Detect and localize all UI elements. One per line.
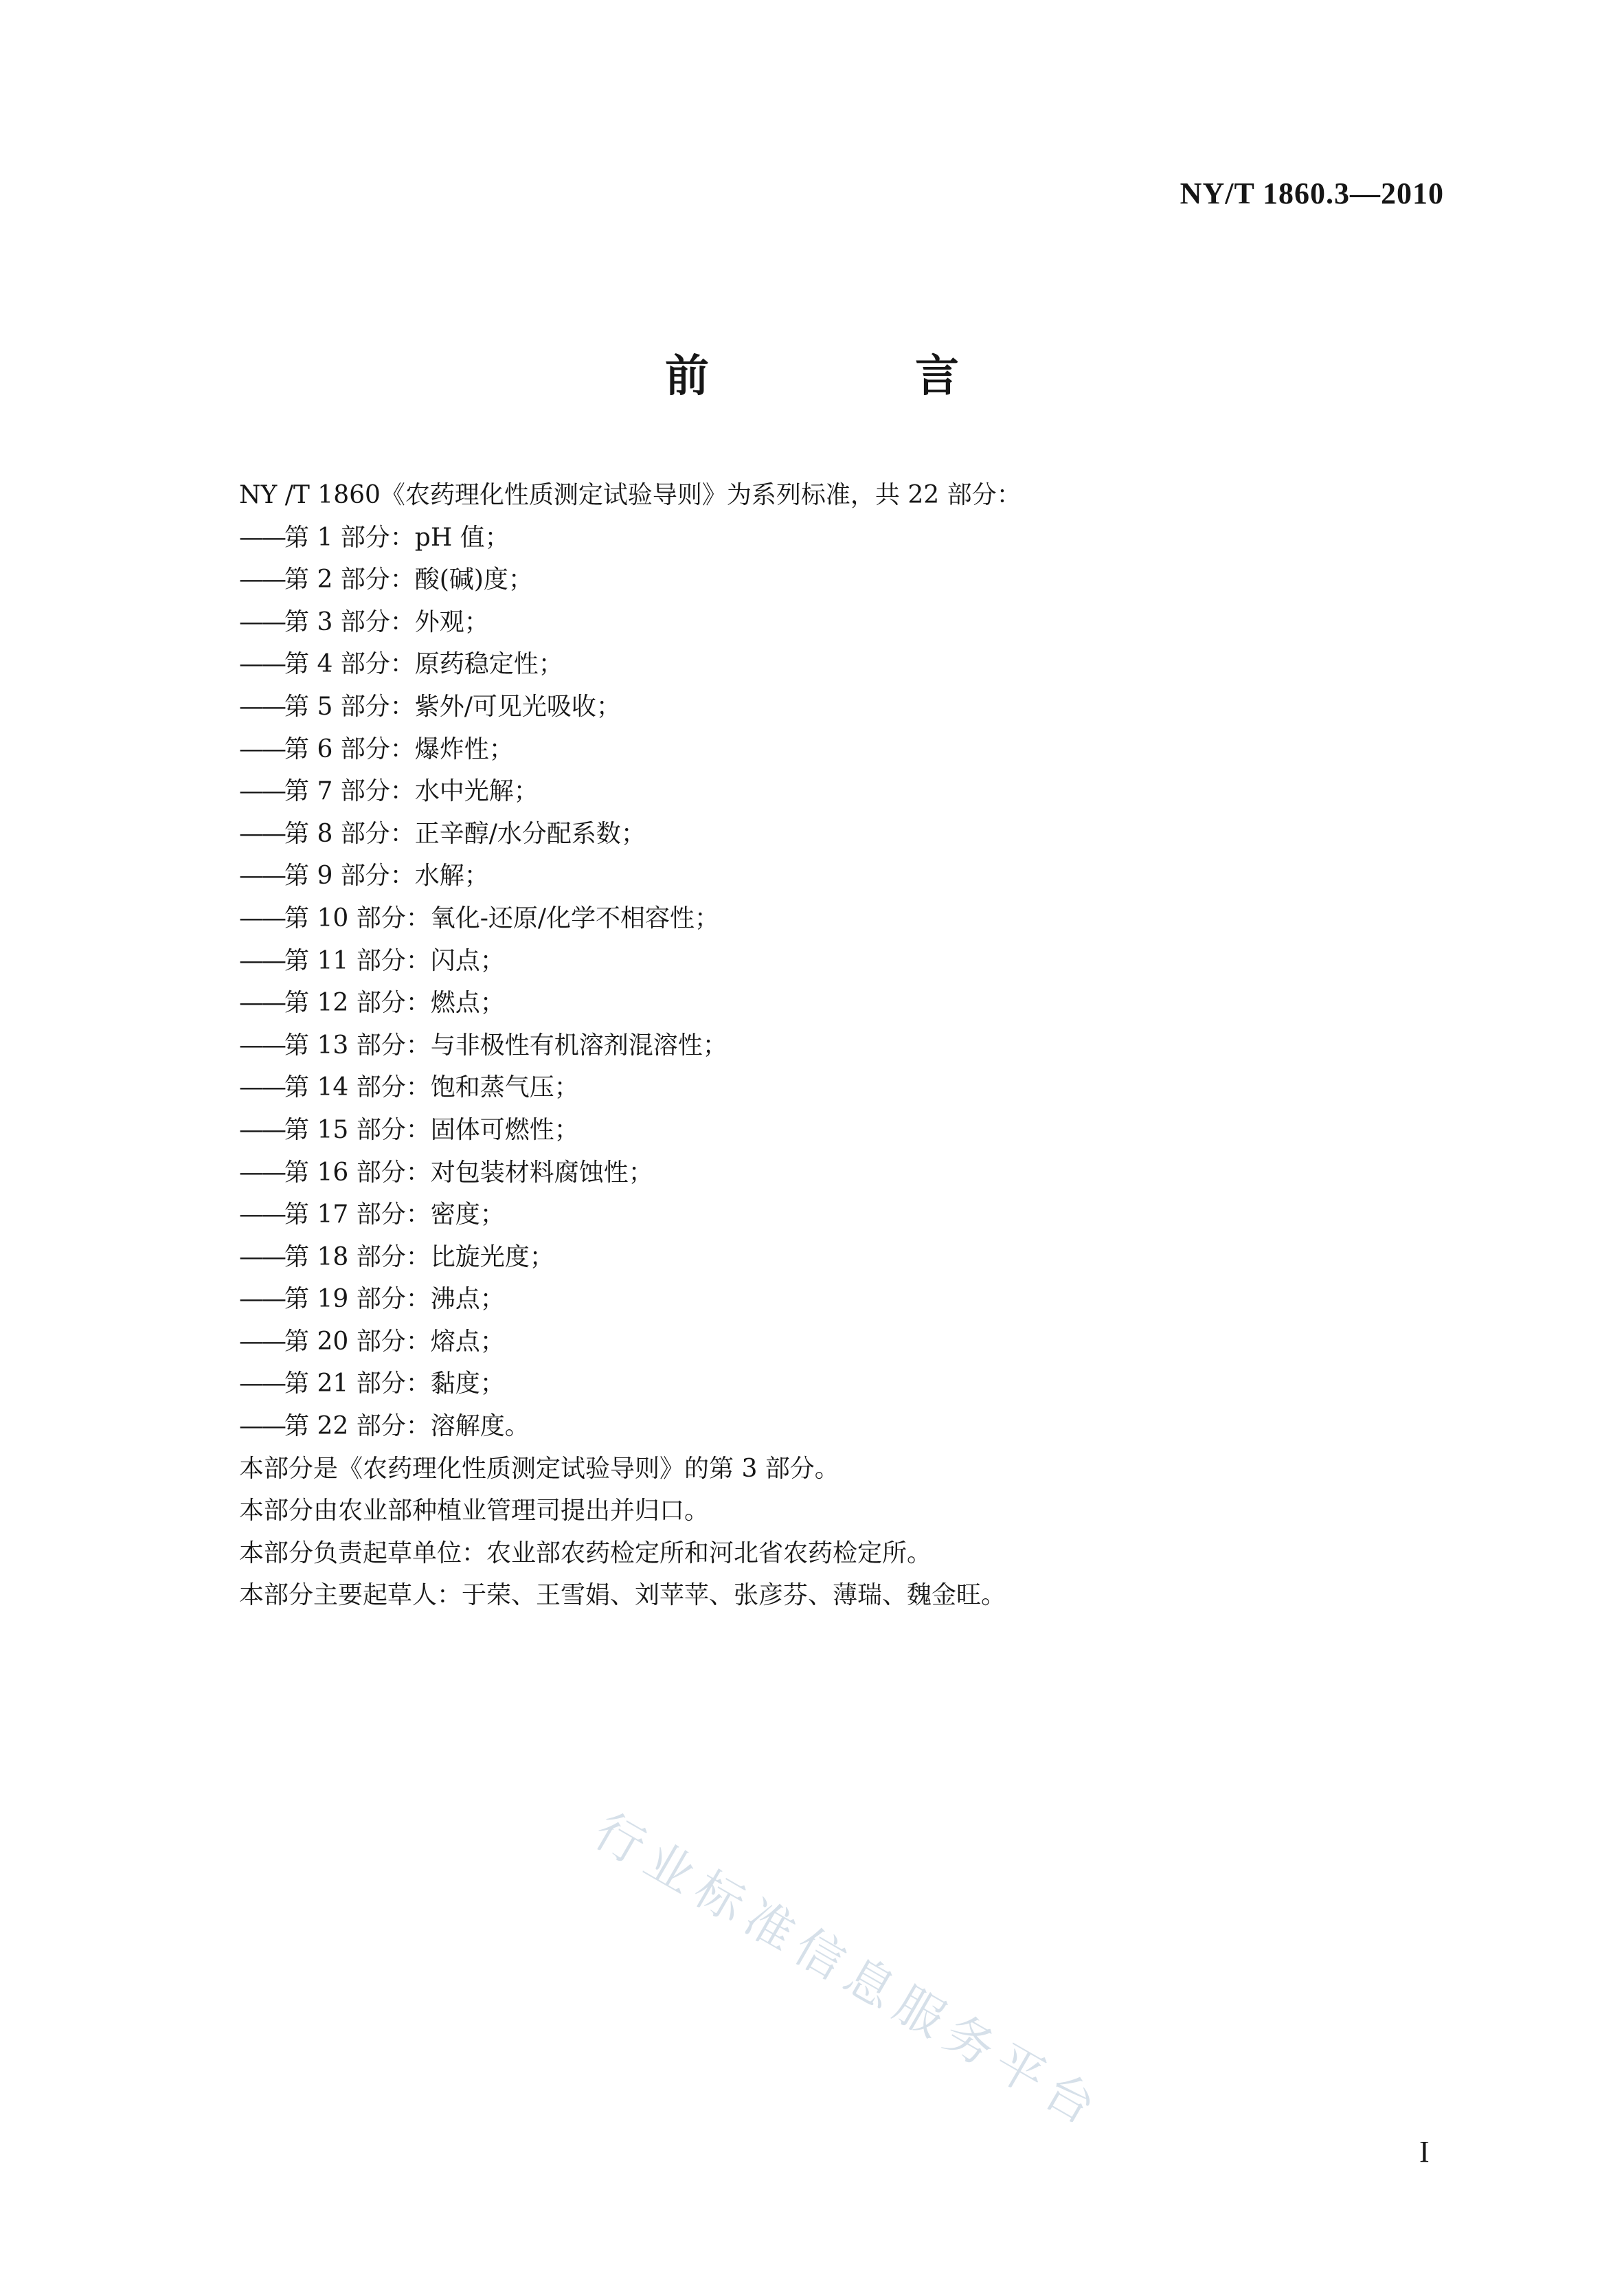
statement-paragraph: 本部分由农业部种植业管理司提出并归口。 bbox=[239, 1497, 710, 1525]
list-item-text: 第 15 部分：固体可燃性； bbox=[284, 1115, 579, 1144]
page-number: I bbox=[1419, 2135, 1430, 2169]
list-item-text: 第 13 部分：与非极性有机溶剂混溶性； bbox=[284, 1031, 728, 1060]
list-item bbox=[239, 686, 1489, 728]
list-item bbox=[239, 1363, 1489, 1405]
statement-paragraph: 本部分主要起草人：于荣、王雪娟、刘苹苹、张彦芬、薄瑞、魏金旺。 bbox=[239, 1581, 1006, 1610]
list-item bbox=[239, 770, 1489, 813]
list-dash: —— bbox=[239, 1200, 284, 1229]
list-dash: —— bbox=[239, 1115, 284, 1144]
list-item bbox=[239, 1236, 1489, 1279]
list-item-text: 第 19 部分：沸点； bbox=[284, 1285, 505, 1314]
list-item-text: 第 10 部分：氧化-还原/化学不相容性； bbox=[284, 904, 719, 932]
list-item-text: 第 14 部分：饱和蒸气压； bbox=[284, 1073, 579, 1102]
list-item bbox=[239, 559, 1489, 601]
list-dash: —— bbox=[239, 735, 284, 763]
statement-paragraph: 本部分负责起草单位：农业部农药检定所和河北省农药检定所。 bbox=[239, 1539, 932, 1567]
list-item-text: 第 6 部分：爆炸性； bbox=[284, 735, 514, 763]
list-dash: —— bbox=[239, 523, 284, 552]
list-dash: —— bbox=[239, 904, 284, 932]
list-dash: —— bbox=[239, 1369, 284, 1398]
list-item bbox=[239, 855, 1489, 897]
list-item-text: 第 7 部分：水中光解； bbox=[284, 777, 539, 806]
list-item-text: 第 21 部分：黏度； bbox=[284, 1369, 505, 1398]
list-dash: —— bbox=[239, 819, 284, 848]
list-item-text: 第 16 部分：对包装材料腐蚀性； bbox=[284, 1158, 653, 1187]
list-item-text: 第 20 部分：熔点； bbox=[284, 1327, 505, 1356]
list-item-text: 第 2 部分：酸(碱)度； bbox=[284, 566, 533, 594]
list-item-text: 第 5 部分：紫外/可见光吸收； bbox=[284, 692, 621, 721]
list-dash: —— bbox=[239, 777, 284, 806]
list-item bbox=[239, 1194, 1489, 1236]
list-dash: —— bbox=[239, 692, 284, 721]
list-item-text: 第 1 部分：pH 值； bbox=[284, 523, 510, 552]
list-item-text: 第 3 部分：外观； bbox=[284, 607, 489, 636]
list-item bbox=[239, 601, 1489, 644]
list-item bbox=[239, 982, 1489, 1025]
list-dash: —— bbox=[239, 1158, 284, 1187]
list-item bbox=[239, 1025, 1489, 1067]
list-item bbox=[239, 1152, 1489, 1194]
list-dash: —— bbox=[239, 1412, 284, 1441]
statement-paragraph: 本部分是《农药理化性质测定试验导则》的第 3 部分。 bbox=[239, 1454, 839, 1483]
list-item bbox=[239, 940, 1489, 983]
list-item-text: 第 18 部分：比旋光度； bbox=[284, 1242, 554, 1271]
standard-code: NY/T 1860.3—2010 bbox=[1180, 177, 1444, 210]
list-dash: —— bbox=[239, 862, 284, 891]
list-dash: —— bbox=[239, 1327, 284, 1356]
list-item bbox=[239, 897, 1489, 940]
list-item-text: 第 9 部分：水解； bbox=[284, 862, 489, 891]
list-item bbox=[239, 1109, 1489, 1152]
list-item bbox=[239, 728, 1489, 771]
list-dash: —— bbox=[239, 1285, 284, 1314]
watermark: 行业标准信息服务平台 bbox=[585, 1802, 1113, 2140]
list-item-text: 第 8 部分：正辛醇/水分配系数； bbox=[284, 819, 646, 848]
list-dash: —— bbox=[239, 1073, 284, 1102]
list-dash: —— bbox=[239, 946, 284, 975]
list-item-text: 第 4 部分：原药稳定性； bbox=[284, 650, 563, 679]
list-item bbox=[239, 517, 1489, 559]
list-item-text: 第 11 部分：闪点； bbox=[284, 946, 505, 975]
list-dash: —— bbox=[239, 1242, 284, 1271]
intro-paragraph: NY /T 1860《农药理化性质测定试验导则》为系列标准，共 22 部分： bbox=[239, 481, 1022, 509]
list-item bbox=[239, 1066, 1489, 1109]
list-item bbox=[239, 643, 1489, 686]
list-item-text: 第 12 部分：燃点； bbox=[284, 989, 505, 1018]
list-dash: —— bbox=[239, 1031, 284, 1060]
list-item bbox=[239, 813, 1489, 855]
list-dash: —— bbox=[239, 566, 284, 594]
list-item bbox=[239, 1405, 1489, 1448]
list-dash: —— bbox=[239, 607, 284, 636]
list-item bbox=[239, 1278, 1489, 1321]
list-dash: —— bbox=[239, 650, 284, 679]
list-item bbox=[239, 1321, 1489, 1363]
foreword-body bbox=[239, 474, 1489, 1617]
list-item-text: 第 22 部分：溶解度。 bbox=[284, 1412, 530, 1441]
page-title: 前 言 bbox=[665, 351, 1040, 402]
list-dash: —— bbox=[239, 989, 284, 1018]
list-item-text: 第 17 部分：密度； bbox=[284, 1200, 505, 1229]
